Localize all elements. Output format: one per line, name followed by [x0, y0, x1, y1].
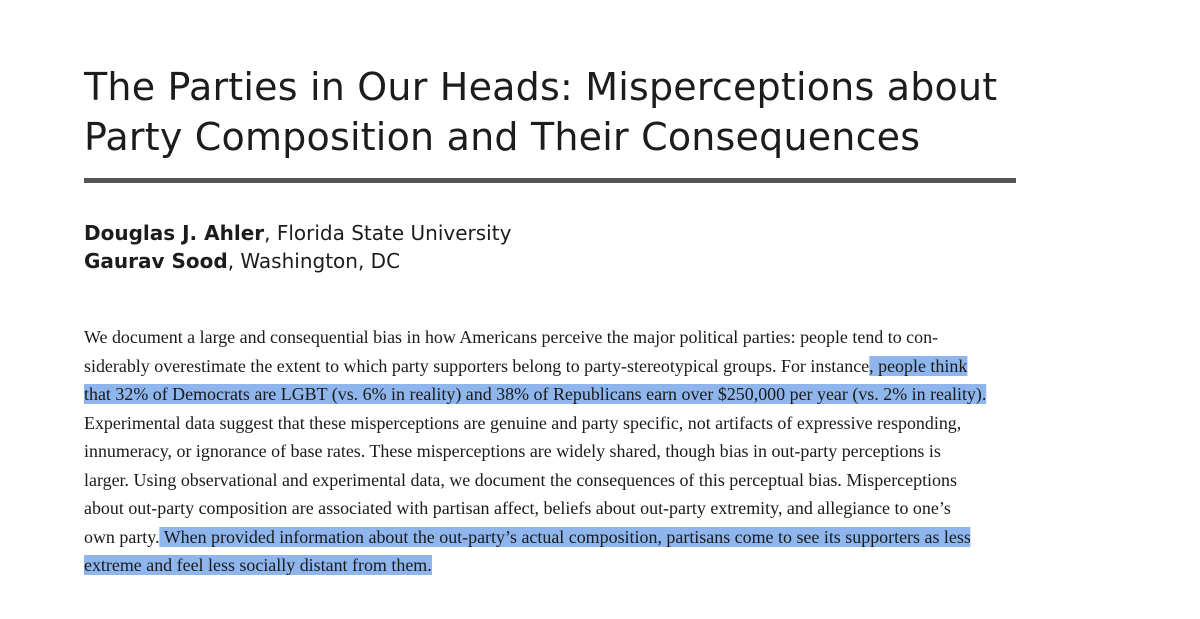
abstract-line: [84, 352, 1016, 381]
abstract-line: [84, 380, 1016, 409]
author-name: Gaurav Sood: [84, 249, 228, 273]
author-affiliation: , Washington, DC: [227, 249, 401, 273]
abstract-line: [84, 466, 1016, 495]
abstract-line: [84, 494, 1016, 523]
paper-title: [84, 62, 1024, 162]
author-line: [84, 247, 511, 275]
abstract-line: [84, 409, 1016, 438]
paper-title-line: Party Composition and Their Consequences: [84, 115, 921, 159]
abstract-text: Experimental data suggest that these misperceptions are genuine and party specific, not artifacts of expressive responding,: [84, 412, 962, 433]
abstract-text: We document a large and consequential bias in how Americans perceive the major political parties: people tend to con-: [84, 327, 939, 347]
abstract-line: [84, 551, 1016, 580]
paper-title-line: The Parties in Our Heads: Misperceptions about: [84, 65, 998, 109]
author-name: Douglas J. Ahler: [84, 221, 265, 245]
author-line: [84, 219, 511, 247]
highlighted-text[interactable]: When provided information about the out-party’s actual composition, partisans come to see its supporters as less: [159, 526, 971, 547]
author-affiliation: , Florida State University: [264, 221, 512, 245]
abstract-text: siderably overestimate the extent to which party supporters belong to party-stereotypical groups. For instance: [84, 355, 870, 376]
abstract-text: own party.: [84, 526, 160, 547]
highlighted-text[interactable]: extreme and feel less socially distant from them.: [84, 555, 432, 575]
title-divider: [84, 178, 1016, 183]
highlighted-text[interactable]: that 32% of Democrats are LGBT (vs. 6% in reality) and 38% of Republicans earn over $250,000 per year (vs. 2% in reality).: [84, 384, 987, 404]
author-list: [84, 219, 511, 275]
abstract-line: [84, 437, 1016, 466]
abstract-text: about out-party composition are associated with partisan affect, beliefs about out-party extremity, and allegiance to one’s: [84, 498, 951, 518]
abstract[interactable]: [84, 323, 1024, 580]
highlighted-text[interactable]: , people think: [869, 355, 968, 376]
abstract-text: innumeracy, or ignorance of base rates. These misperceptions are widely shared, though bias in out-party perceptions is: [84, 441, 941, 461]
abstract-line: [84, 523, 1016, 552]
abstract-text: larger. Using observational and experimental data, we document the consequences of this perceptual bias. Misperceptions: [84, 469, 957, 490]
abstract-line: [84, 323, 1016, 352]
